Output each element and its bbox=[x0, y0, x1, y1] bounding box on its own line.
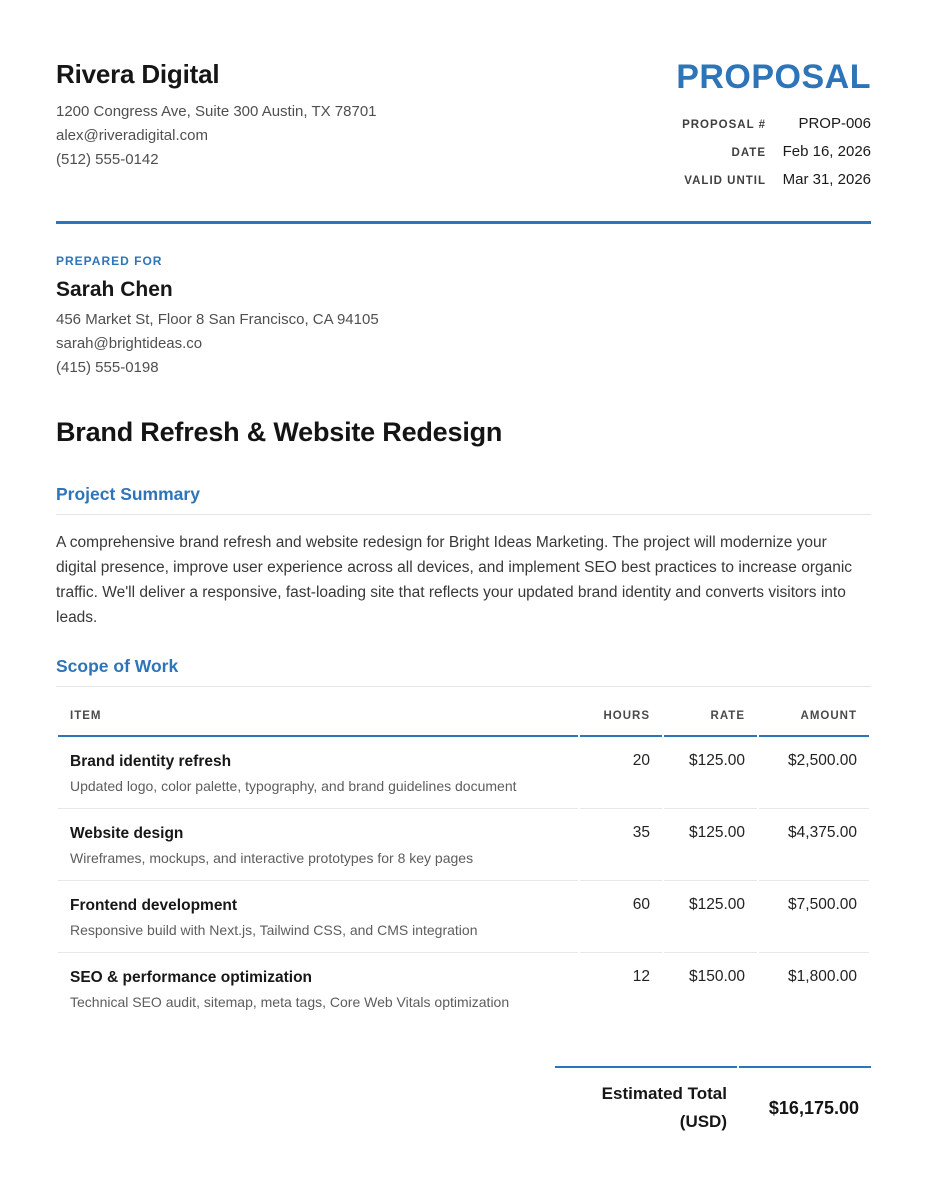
item-rate: $125.00 bbox=[664, 881, 757, 953]
scope-of-work-heading: Scope of Work bbox=[56, 656, 871, 687]
item-description: Updated logo, color palette, typography, and brand guidelines document bbox=[70, 778, 517, 794]
meta-label: VALID UNTIL bbox=[684, 175, 766, 187]
item-name: SEO & performance optimization bbox=[70, 969, 313, 986]
column-header-hours: HOURS bbox=[580, 698, 662, 737]
company-phone: (512) 555-0142 bbox=[56, 151, 159, 168]
meta-row-date bbox=[676, 143, 871, 171]
prepared-for-label: PREPARED FOR bbox=[56, 254, 163, 268]
prepared-for-block bbox=[56, 254, 871, 380]
project-summary-text: A comprehensive brand refresh and website redesign for Bright Ideas Marketing. The project will modernize your digital presence, improve user experience across all devices, and implement SEO best practices to increase organic traffic. We'll deliver a responsive, fast-loading site that reflects your updated brand identity and converts visitors into leads. bbox=[56, 534, 853, 626]
item-description: Responsive build with Next.js, Tailwind CSS, and CMS integration bbox=[70, 922, 478, 938]
company-address: 1200 Congress Ave, Suite 300 Austin, TX 78701 bbox=[56, 103, 377, 120]
company-name: Rivera Digital bbox=[56, 59, 220, 89]
project-summary-heading: Project Summary bbox=[56, 484, 871, 515]
table-row bbox=[58, 881, 869, 953]
document-title: Brand Refresh & Website Redesign bbox=[56, 417, 503, 447]
item-hours: 60 bbox=[580, 881, 662, 953]
proposal-meta-block bbox=[676, 58, 871, 199]
column-header-amount: AMOUNT bbox=[759, 698, 869, 737]
table-row bbox=[58, 737, 869, 809]
item-rate: $125.00 bbox=[664, 737, 757, 809]
item-hours: 20 bbox=[580, 737, 662, 809]
table-row bbox=[58, 809, 869, 881]
column-header-rate: RATE bbox=[664, 698, 757, 737]
meta-row-proposal-number bbox=[676, 115, 871, 143]
item-rate: $125.00 bbox=[664, 809, 757, 881]
document-header bbox=[56, 58, 871, 199]
column-header-item: ITEM bbox=[58, 698, 578, 737]
table-row bbox=[58, 953, 869, 1024]
item-amount: $7,500.00 bbox=[759, 881, 869, 953]
item-hours: 35 bbox=[580, 809, 662, 881]
scope-table bbox=[56, 698, 871, 1024]
estimated-total-value: $16,175.00 bbox=[739, 1066, 871, 1136]
estimated-total-row bbox=[56, 1066, 871, 1136]
item-hours: 12 bbox=[632, 968, 650, 985]
proposal-title: PROPOSAL bbox=[676, 58, 871, 96]
item-amount: $1,800.00 bbox=[788, 968, 857, 985]
item-name: Website design bbox=[70, 825, 184, 842]
item-amount: $2,500.00 bbox=[759, 737, 869, 809]
client-email: sarah@brightideas.co bbox=[56, 335, 203, 352]
estimated-total-label: Estimated Total (USD) bbox=[555, 1066, 737, 1136]
item-description: Technical SEO audit, sitemap, meta tags, Core Web Vitals optimization bbox=[70, 994, 510, 1010]
client-address: 456 Market St, Floor 8 San Francisco, CA 94105 bbox=[56, 311, 379, 328]
sender-block bbox=[56, 58, 377, 172]
item-name: Frontend development bbox=[70, 897, 238, 914]
meta-label: PROPOSAL # bbox=[682, 119, 766, 131]
meta-label: DATE bbox=[731, 147, 766, 159]
proposal-date: Feb 16, 2026 bbox=[782, 143, 871, 160]
item-description: Wireframes, mockups, and interactive prototypes for 8 key pages bbox=[70, 850, 474, 866]
proposal-number: PROP-006 bbox=[798, 115, 871, 132]
company-email: alex@riveradigital.com bbox=[56, 127, 208, 144]
proposal-valid-until: Mar 31, 2026 bbox=[782, 171, 871, 188]
header-divider bbox=[56, 221, 871, 224]
client-phone: (415) 555-0198 bbox=[56, 359, 159, 376]
item-rate: $150.00 bbox=[688, 968, 745, 985]
client-name: Sarah Chen bbox=[56, 278, 173, 301]
meta-row-valid-until bbox=[676, 171, 871, 199]
item-amount: $4,375.00 bbox=[759, 809, 869, 881]
item-name: Brand identity refresh bbox=[70, 753, 232, 770]
scope-of-work-section bbox=[56, 656, 871, 1136]
project-summary-section bbox=[56, 484, 871, 630]
table-header-row bbox=[58, 698, 869, 737]
